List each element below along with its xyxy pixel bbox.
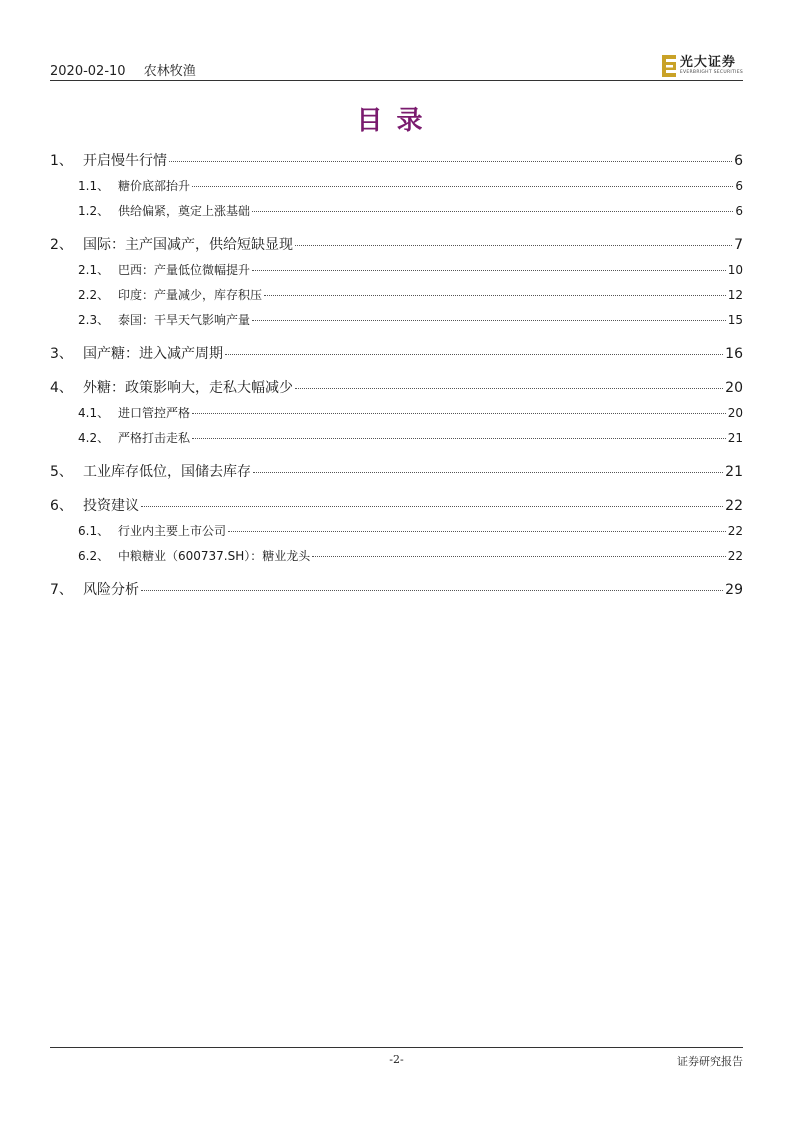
toc-entry-num: 1、	[50, 153, 73, 169]
toc-leader-dots	[192, 413, 726, 414]
toc-entry[interactable]	[50, 311, 743, 329]
toc-entry-label: 投资建议	[83, 498, 139, 514]
toc-entry-label: 外糖：政策影响大，走私大幅减少	[83, 380, 293, 396]
page-header	[50, 52, 743, 80]
toc-leader-dots	[295, 388, 723, 389]
toc-leader-dots	[312, 556, 725, 557]
toc-entry-page: 6	[735, 204, 743, 218]
toc-entry-num: 2.2、	[78, 288, 110, 302]
logo-text-en: EVERBRIGHT SECURITIES	[679, 70, 743, 76]
toc-entry[interactable]	[50, 579, 743, 599]
toc-leader-dots	[141, 506, 723, 507]
toc-entry-page: 22	[725, 498, 743, 514]
toc-leader-dots	[225, 354, 723, 355]
toc-entry[interactable]	[50, 202, 743, 220]
toc-entry-label: 供给偏紧，奠定上涨基础	[118, 204, 251, 218]
toc-leader-dots	[228, 531, 726, 532]
toc-entry-label: 中粮糖业（600737.SH）：糖业龙头	[118, 549, 311, 563]
toc-entry[interactable]	[50, 261, 743, 279]
toc-leader-dots	[141, 590, 723, 591]
toc-entry[interactable]	[50, 343, 743, 363]
toc-entry-num: 7、	[50, 582, 73, 598]
toc-entry-label: 开启慢牛行情	[83, 153, 167, 169]
toc-entry-num: 6.1、	[78, 524, 110, 538]
toc-entry-num: 5、	[50, 464, 73, 480]
toc-entry-label: 进口管控严格	[118, 406, 191, 420]
toc-entry-label: 风险分析	[83, 582, 139, 598]
toc-entry-num: 4.2、	[78, 431, 110, 445]
toc-entry-page: 22	[727, 549, 743, 563]
toc-entry-page: 6	[735, 179, 743, 193]
toc-leader-dots	[264, 295, 726, 296]
toc-entry-label: 印度：产量减少，库存积压	[118, 288, 263, 302]
toc-entry[interactable]	[50, 495, 743, 515]
toc-entry-page: 6	[734, 153, 743, 169]
toc-entry-num: 3、	[50, 346, 73, 362]
toc-entry-page: 10	[727, 263, 743, 277]
toc-leader-dots	[295, 245, 732, 246]
toc-entry[interactable]	[50, 177, 743, 195]
toc-entry-page: 29	[725, 582, 743, 598]
toc-leader-dots	[252, 211, 733, 212]
toc-leader-dots	[253, 472, 723, 473]
toc-leader-dots	[252, 270, 726, 271]
toc-leader-dots	[252, 320, 726, 321]
toc-entry-label: 行业内主要上市公司	[118, 524, 227, 538]
table-of-contents	[50, 150, 743, 599]
toc-entry-num: 1.2、	[78, 204, 110, 218]
toc-entry-num: 2.3、	[78, 313, 110, 327]
header-info	[50, 60, 210, 79]
toc-entry[interactable]	[50, 377, 743, 397]
toc-entry-num: 1.1、	[78, 179, 110, 193]
toc-entry-num: 6.2、	[78, 549, 110, 563]
page-number: -2-	[389, 1053, 404, 1066]
toc-entry-page: 20	[727, 406, 743, 420]
toc-entry[interactable]	[50, 547, 743, 565]
toc-entry-page: 7	[734, 237, 743, 253]
toc-entry-label: 巴西：产量低位微幅提升	[118, 263, 251, 277]
toc-leader-dots	[169, 161, 732, 162]
toc-entry-num: 4、	[50, 380, 73, 396]
toc-entry-label: 泰国：干旱天气影响产量	[118, 313, 251, 327]
toc-entry-num: 4.1、	[78, 406, 110, 420]
toc-entry-page: 16	[725, 346, 743, 362]
logo-text-cn: 光大证券	[679, 55, 736, 71]
toc-leader-dots	[192, 438, 726, 439]
toc-entry-page: 15	[727, 313, 743, 327]
toc-entry-label: 糖价底部抬升	[118, 179, 191, 193]
toc-entry-label: 严格打击走私	[118, 431, 191, 445]
footer-divider	[50, 1047, 743, 1048]
toc-entry-label: 工业库存低位，国储去库存	[83, 464, 251, 480]
toc-entry[interactable]	[50, 404, 743, 422]
toc-entry-label: 国产糖：进入减产周期	[83, 346, 223, 362]
report-type: 证券研究报告	[677, 1055, 743, 1068]
toc-entry-page: 21	[727, 431, 743, 445]
report-sector: 农林牧渔	[143, 64, 196, 79]
header-divider	[50, 80, 743, 81]
toc-entry-num: 2.1、	[78, 263, 110, 277]
toc-entry[interactable]	[50, 234, 743, 254]
toc-entry-page: 22	[727, 524, 743, 538]
toc-leader-dots	[192, 186, 733, 187]
toc-entry[interactable]	[50, 150, 743, 170]
toc-entry[interactable]	[50, 461, 743, 481]
everbright-logo-icon	[662, 55, 676, 77]
toc-entry[interactable]	[50, 522, 743, 540]
report-date: 2020-02-10	[50, 64, 126, 79]
brand-logo	[662, 52, 743, 80]
toc-entry-num: 2、	[50, 237, 73, 253]
toc-entry-page: 21	[725, 464, 743, 480]
toc-title: 目录	[356, 106, 437, 136]
toc-entry-label: 国际：主产国减产，供给短缺显现	[83, 237, 293, 253]
toc-entry-page: 20	[725, 380, 743, 396]
toc-entry[interactable]	[50, 286, 743, 304]
toc-entry-page: 12	[727, 288, 743, 302]
toc-entry[interactable]	[50, 429, 743, 447]
toc-entry-num: 6、	[50, 498, 73, 514]
